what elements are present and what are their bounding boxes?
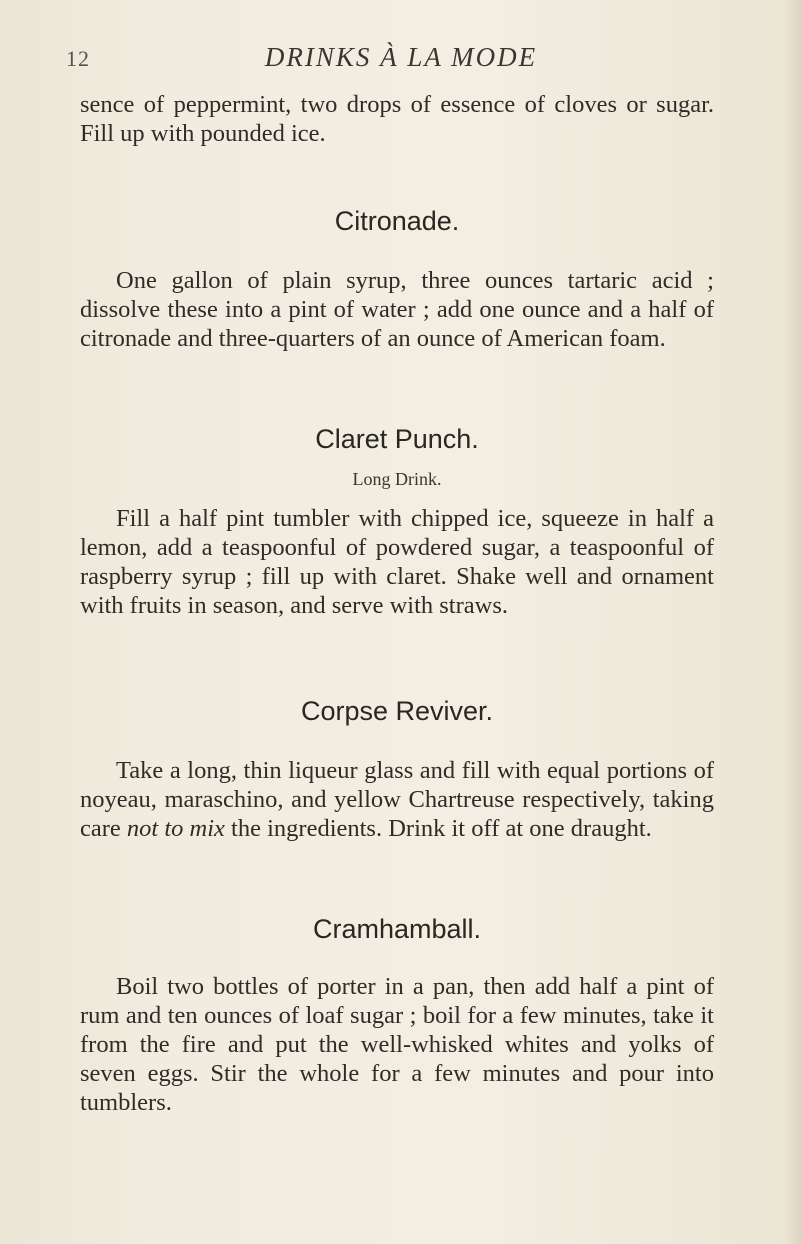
recipe-title-claret-punch: Claret Punch. [315,424,479,454]
page-header [66,42,736,82]
page-number: 12 [66,46,90,71]
recipe-title-citronade: Citronade. [334,206,460,236]
intro-paragraph: sence of peppermint, two drops of essence of cloves or sugar. Fill up with pounded ice. [80,91,714,147]
page-edge-shadow [783,0,801,1244]
recipe-text-claret-punch: Fill a half pint tumbler with chipped ice, squeeze in half a lemon, add a teaspoonful of powdered sugar, a teaspoonful of raspberry syrup ; fill up with claret. Shake well and ornament with fruits in season, and serve with straws. [80,505,714,619]
running-title: DRINKS À LA MODE [264,42,538,72]
recipe-title-corpse-reviver: Corpse Reviver. [300,696,494,726]
recipe-title-cramhamball: Cramhamball. [312,914,482,944]
recipe-text-cramhamball: Boil two bottles of porter in a pan, then add half a pint of rum and ten ounces of loaf sugar ; boil for a few minutes, take it from the fire and put the well-whisked whites and yolks of seven eggs. Stir the whole for a few minutes and pour into tumblers. [80,973,714,1116]
recipe-text-citronade: One gallon of plain syrup, three ounces tartaric acid ; dissolve these into a pint of water ; add one ounce and a half of citronade and three-quarters of an ounce of American foam. [80,267,714,352]
recipe-text-corpse-reviver-part1: Take a long, thin liqueur glass and fill with equal portions of noyeau, maraschino, and yellow Chartreuse respectively, taking care [80,757,714,842]
recipe-text-corpse-reviver-part2: the ingredients. Drink it off at one draught. [224,815,652,842]
recipe-subtitle-claret-punch: Long Drink. [352,469,442,489]
emphasis-not-to-mix: not to mix [126,815,225,842]
recipe-text-corpse-reviver [80,756,714,843]
